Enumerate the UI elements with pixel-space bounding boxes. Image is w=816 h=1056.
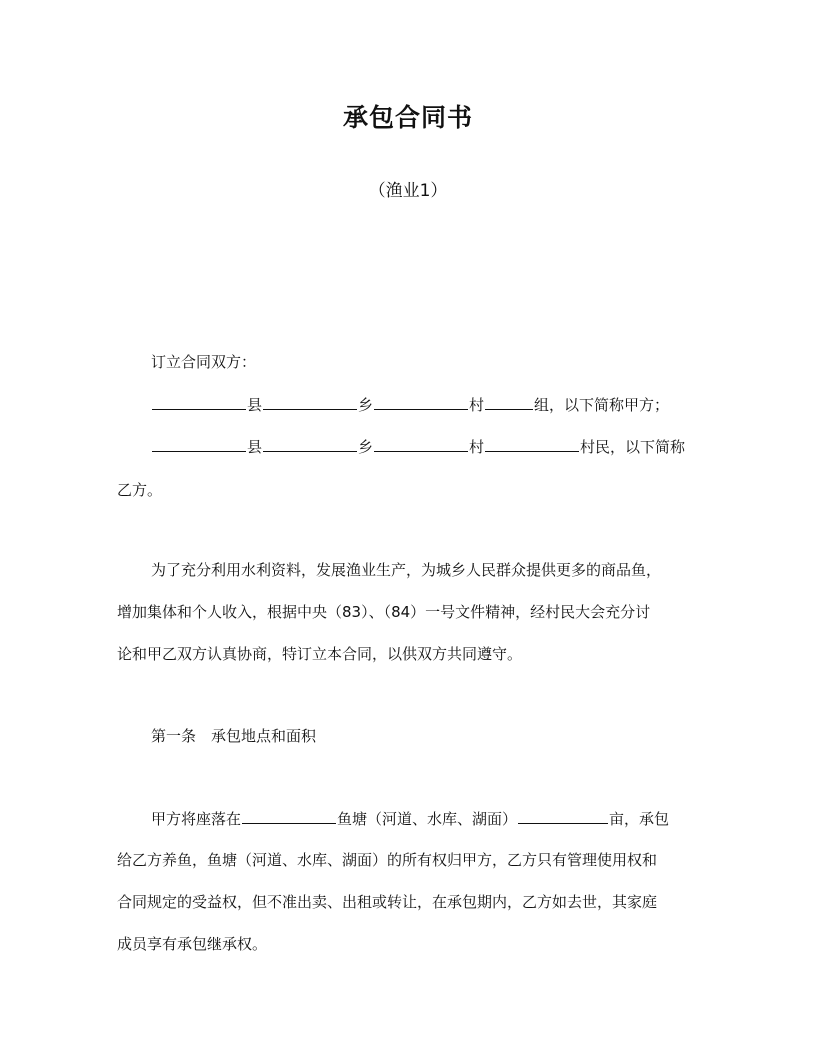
article-1-line-4: 成员享有承包继承权。 — [117, 935, 268, 953]
preamble-line-3: 论和甲乙双方认真协商，特订立本合同，以供双方共同遵守。 — [117, 645, 523, 663]
party-a-village-label: 村 — [469, 396, 485, 414]
party-b-villager-blank — [485, 436, 579, 452]
party-a-county-blank — [152, 394, 246, 410]
article-1-mid: 鱼塘（河道、水库、湖面） — [337, 810, 518, 828]
article-1-prefix: 甲方将座落在 — [151, 810, 242, 828]
document-subtitle: （渔业1） — [368, 181, 448, 201]
article-1-location-blank — [242, 808, 336, 824]
party-b-line — [117, 436, 741, 457]
party-a-township-blank — [263, 394, 357, 410]
party-a-county-label: 县 — [247, 396, 263, 414]
article-1-line-1 — [117, 808, 741, 829]
parties-intro: 订立合同双方： — [151, 353, 257, 371]
document-title: 承包合同书 — [342, 103, 473, 132]
party-b-line-2: 乙方。 — [117, 481, 163, 499]
preamble-line-2: 增加集体和个人收入，根据中央（83）、（84）一号文件精神，经村民大会充分讨 — [117, 603, 651, 621]
party-a-group-suffix: 组，以下简称甲方； — [534, 396, 670, 414]
party-a-village-blank — [374, 394, 468, 410]
party-a-line — [117, 394, 741, 415]
article-1-line-2: 给乙方养鱼，鱼塘（河道、水库、湖面）的所有权归甲方，乙方只有管理使用权和 — [117, 851, 658, 869]
party-b-village-blank — [374, 436, 468, 452]
article-1-heading: 第一条 承包地点和面积 — [151, 727, 317, 745]
party-b-county-label: 县 — [247, 438, 263, 456]
party-a-group-blank — [485, 394, 533, 410]
party-b-county-blank — [152, 436, 246, 452]
article-1-line-3: 合同规定的受益权，但不准出卖、出租或转让，在承包期内，乙方如去世，其家庭 — [117, 893, 658, 911]
party-b-township-blank — [263, 436, 357, 452]
party-b-villager-suffix: 村民，以下简称 — [580, 438, 686, 456]
party-b-township-label: 乡 — [358, 438, 374, 456]
article-1-suffix: 亩，承包 — [609, 810, 670, 828]
preamble-line-1: 为了充分利用水利资料，发展渔业生产，为城乡人民群众提供更多的商品鱼， — [151, 561, 662, 579]
party-a-township-label: 乡 — [358, 396, 374, 414]
party-b-village-label: 村 — [469, 438, 485, 456]
article-1-area-blank — [518, 808, 608, 824]
